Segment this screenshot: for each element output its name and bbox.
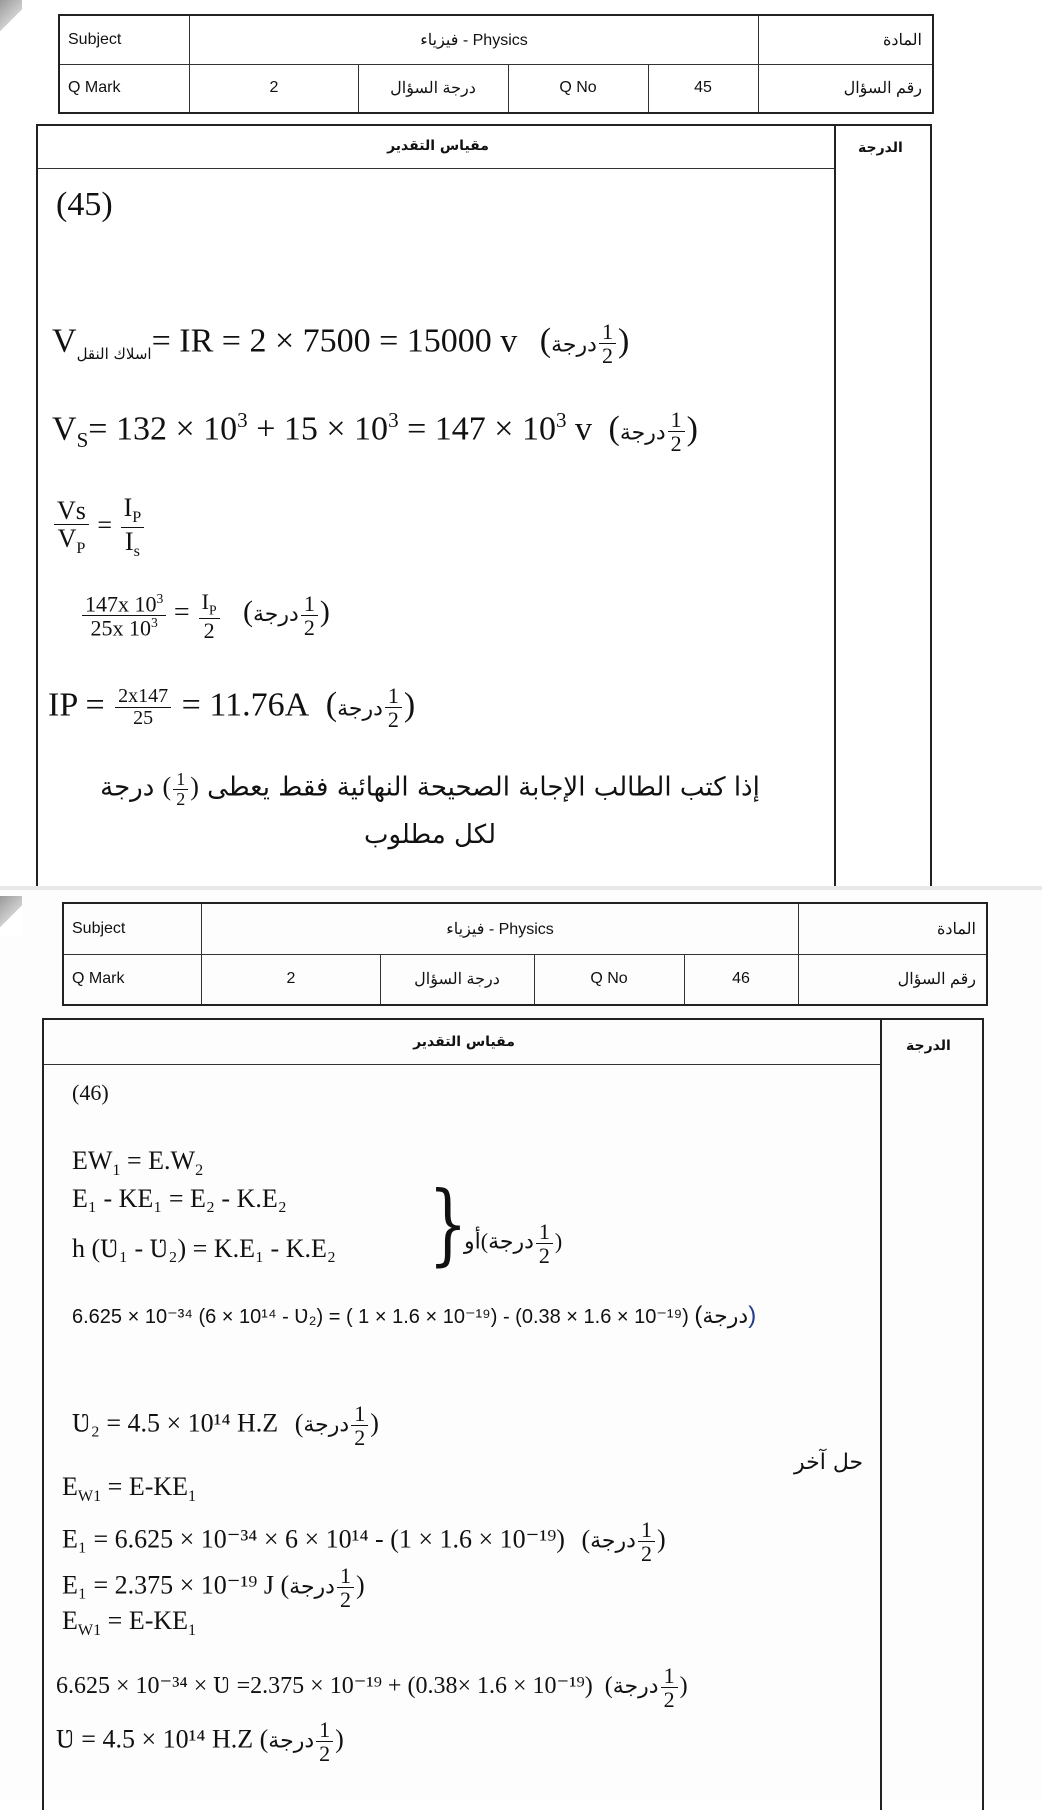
- qmark-label: Q Mark: [60, 64, 190, 112]
- rubric-title: مقياس التقدير: [387, 138, 489, 154]
- eq-l6b-sub: 1: [188, 1488, 197, 1506]
- qmark-value: 2: [202, 954, 381, 1004]
- v-symbol: V: [52, 322, 77, 360]
- eq-energy-calc: E₁ = 6.625 × 10⁻³⁴ × 6 × 10¹⁴ - (1 × 1.6 × 10⁻¹⁹) (درجة $\frac{1}{2}$ ): [62, 1517, 666, 1567]
- note-text-b: درجة: [100, 772, 155, 803]
- eq2-half: [668, 408, 685, 455]
- eq-l9a-sub: W1: [77, 1622, 102, 1640]
- equation-vs: $V_S= 132 \times 10^3 + 15 \times 10^3 = 147 \times 10^3$ v (درجة $\frac{1}{2}$ ): [52, 407, 698, 457]
- note-text-a: إذا كتب الطالب الإجابة الصحيحة النهائية فقط يعطى: [207, 772, 760, 803]
- eq2-part-c: = 147 × 10: [398, 410, 556, 448]
- ip-lhs: IP =: [48, 686, 105, 724]
- qno-value: 45: [648, 64, 759, 112]
- ip-fraction: [115, 686, 171, 729]
- eq4-degree: درجة: [253, 601, 299, 627]
- note-half: [173, 770, 188, 809]
- eq2-half-num: 1: [668, 408, 685, 432]
- eq2-unit: v: [566, 410, 593, 448]
- subject-label: Subject: [60, 16, 190, 64]
- eq-frequency-difference: h (Ʋ₁ - Ʋ₂) = K.E₁ - K.E₂: [72, 1234, 336, 1263]
- ratio-right-num-sub: P: [132, 509, 142, 527]
- subst-left: [82, 592, 166, 640]
- eq-l5-half: [351, 1402, 368, 1449]
- eq-energy-balance: E₁ - KE₁ = E₂ - K.E₂: [72, 1184, 287, 1213]
- eq5-half: [385, 684, 402, 731]
- eq-l5-half-den: 2: [354, 1425, 366, 1451]
- ratio-right-num: I: [123, 493, 133, 522]
- subject-label: Subject: [64, 904, 202, 954]
- brace-half-den: 2: [538, 1243, 550, 1269]
- eq-l7-degree: درجة: [590, 1528, 636, 1554]
- eq2-half-den: 2: [670, 431, 682, 457]
- subject-row: [60, 16, 932, 65]
- header-table: [58, 14, 934, 114]
- eq-l9b: = E-KE: [101, 1606, 189, 1635]
- eq-l10-half: [661, 1664, 678, 1711]
- ratio-left-den: V: [57, 524, 77, 554]
- equation-substitution: $\frac{147x 10^3}{25x 10^3}$ = $\frac{I_P}{2}$ (درجة $\frac{1}{2}$ ): [80, 590, 330, 642]
- qno-value: 46: [684, 954, 799, 1004]
- eq-l7-half: [638, 1518, 655, 1565]
- equation-voltage-lines: $V_{اسلاك النقل}=$ IR = 2 × 7500 = 15000 v (درجة $\frac{1}{2}$ ): [52, 319, 630, 369]
- eq-frequency-final: Ʋ = 4.5 × 10¹⁴ H.Z (درجة $\frac{1}{2}$ ): [56, 1717, 344, 1767]
- eq-l9b-sub: 1: [188, 1622, 197, 1640]
- eq-l7-half-den: 2: [640, 1541, 652, 1567]
- eq5-half-den: 2: [387, 707, 399, 733]
- subst-right: [199, 590, 220, 642]
- rubric-title-divider: [44, 1064, 880, 1065]
- eq-frequency-calc: 6.625 × 10⁻³⁴ × Ʋ =2.375 × 10⁻¹⁹ + (0.38× 1.6 × 10⁻¹⁹) (درجة $\frac{1}{2}$ ): [56, 1663, 688, 1713]
- eq-l7-half-num: 1: [638, 1518, 655, 1542]
- eq4-half-num: 1: [301, 592, 318, 616]
- eq5-degree: درجة: [337, 696, 383, 722]
- ratio-right-den-sub: s: [133, 543, 140, 561]
- ip-den: 25: [133, 707, 154, 730]
- subst-left-num: 147x 10: [85, 591, 157, 617]
- eq-l5-degree: درجة: [303, 1412, 350, 1438]
- eq-l11-half: [316, 1718, 333, 1765]
- eq5-half-num: 1: [385, 684, 402, 708]
- qmark-label-ar: درجة السؤال: [358, 64, 509, 112]
- or-half-degree: أو(درجة $\frac{1}{2}$ ): [464, 1219, 563, 1269]
- eq-l5-half-num: 1: [351, 1402, 368, 1426]
- eq-l11-half-den: 2: [319, 1741, 331, 1767]
- subject-row: [64, 904, 986, 955]
- answer-sheet-q46: [0, 890, 1042, 1800]
- eq-l11-degree: درجة: [268, 1728, 315, 1754]
- grade-title: الدرجة: [906, 1038, 951, 1054]
- eq4-half: [301, 592, 318, 639]
- eq-l9a: E: [62, 1606, 78, 1635]
- eq2-part-a: = 132 × 10: [88, 410, 238, 448]
- eq-l8-text: E₁ = 2.375 × 10⁻¹⁹ J: [62, 1570, 274, 1600]
- note-half-den: 2: [176, 788, 186, 809]
- eq-l6a-sub: W1: [77, 1488, 102, 1506]
- ratio-left-num: Vs: [54, 497, 89, 525]
- eq-l7-text: E₁ = 6.625 × 10⁻³⁴ × 6 × 10¹⁴ - (1 × 1.6 × 10⁻¹⁹): [62, 1524, 565, 1554]
- eq-frequency-result: Ʋ₂ = 4.5 × 10¹⁴ H.Z (درجة $\frac{1}{2}$ ): [72, 1401, 379, 1451]
- qmark-value: 2: [190, 64, 359, 112]
- eq2-part-b: + 15 × 10: [247, 410, 389, 448]
- subst-left-den-exp: 3: [151, 615, 158, 631]
- brace-half: [536, 1220, 553, 1267]
- qmark-label-ar: درجة السؤال: [380, 954, 535, 1004]
- eq1-degree: درجة: [551, 332, 597, 358]
- ip-result: = 11.76A: [181, 686, 308, 724]
- eq-l1b-sub: 2: [195, 1162, 204, 1180]
- grade-column-divider: [834, 126, 836, 906]
- ratio-right: [121, 494, 145, 561]
- ratio-right-den: I: [124, 527, 134, 557]
- qno-label: Q No: [508, 64, 649, 112]
- grade-column-divider: [880, 1020, 882, 1810]
- eq-l1a: EW: [72, 1146, 113, 1175]
- paper-corner: [0, 0, 22, 40]
- ratio-left-den-sub: P: [76, 540, 86, 558]
- eq-energy-value: E₁ = 2.375 × 10⁻¹⁹ J (درجة $\frac{1}{2}$ ): [62, 1563, 365, 1613]
- eq-l1a-sub: 1: [112, 1162, 121, 1180]
- eq1-half-num: 1: [599, 320, 616, 344]
- vs-subscript: S: [76, 428, 89, 453]
- eq-l4-text: 6.625 × 10⁻³⁴ (6 × 10¹⁴ - Ʋ₂) = ( 1 × 1.6 × 10⁻¹⁹) - (0.38 × 1.6 × 10⁻¹⁹): [72, 1306, 689, 1328]
- eq-l10-half-num: 1: [661, 1664, 678, 1688]
- answer-sheet-q45: [0, 0, 1042, 890]
- subst-left-den: 25x 10: [90, 615, 151, 641]
- ratio-left: [54, 497, 89, 558]
- ip-num: 2x147: [115, 686, 171, 708]
- eq-l6b: = E-KE: [101, 1472, 189, 1501]
- qno-label-ar: رقم السؤال: [843, 80, 922, 97]
- eq-l11-half-num: 1: [316, 1718, 333, 1742]
- brace-half-num: 1: [536, 1220, 553, 1244]
- eq4-half-den: 2: [303, 615, 315, 641]
- qno-label: Q No: [534, 954, 685, 1004]
- v-subscript: اسلاك النقل: [76, 345, 152, 364]
- qmark-row: [60, 64, 932, 112]
- qno-label-ar: رقم السؤال: [897, 971, 976, 988]
- brace-symbol: }: [428, 1172, 468, 1275]
- eq-l10-degree: درجة: [612, 1674, 659, 1700]
- grading-note: إذا كتب الطالب الإجابة الصحيحة النهائية فقط يعطى ( $\frac{1}{2}$ ) درجة: [100, 769, 760, 809]
- eq-l8-half: [337, 1564, 354, 1611]
- brace-degree: درجة: [488, 1229, 534, 1255]
- eq2-exp-c: 3: [555, 408, 567, 433]
- eq1-half-den: 2: [601, 343, 613, 369]
- subst-right-num-sub: P: [208, 602, 217, 618]
- subject-label-ar: المادة: [883, 32, 922, 49]
- subst-right-den: 2: [203, 617, 215, 643]
- note-half-num: 1: [173, 770, 188, 790]
- or-word: أو: [464, 1229, 481, 1255]
- eq2-exp-a: 3: [237, 408, 248, 433]
- grading-note-line2: لكل مطلوب: [363, 820, 496, 850]
- alternative-solution-label: حل آخر: [794, 1450, 864, 1475]
- eq1-half: [599, 320, 616, 367]
- subject-value: فيزياء - Physics: [202, 904, 799, 954]
- eq-planck-substitution: 6.625 × 10⁻³⁴ (6 × 10¹⁴ - Ʋ₂) = ( 1 × 1.6 × 10⁻¹⁹) - (0.38 × 1.6 × 10⁻¹⁹) (درجة): [72, 1302, 757, 1329]
- qmark-label: Q Mark: [64, 954, 202, 1004]
- rubric-title: مقياس التقدير: [413, 1034, 515, 1050]
- eq-work-function-equal: [72, 1146, 203, 1180]
- eq-l5-text: Ʋ₂ = 4.5 × 10¹⁴ H.Z: [72, 1408, 279, 1438]
- question-number: (46): [72, 1080, 109, 1105]
- subject-value: فيزياء - Physics: [190, 16, 759, 64]
- vs-symbol: V: [52, 410, 77, 448]
- eq-l8-half-den: 2: [339, 1587, 351, 1613]
- eq-l11-text: Ʋ = 4.5 × 10¹⁴ H.Z: [56, 1724, 254, 1754]
- eq-l6a: E: [62, 1472, 78, 1501]
- rubric-title-divider: [38, 168, 834, 169]
- qmark-row: [64, 954, 986, 1004]
- eq2-degree: درجة: [619, 420, 666, 446]
- equation-transformer-ratio: $\frac{Vs}{V_P}$ = $\frac{I_P}{I_s}$: [52, 494, 146, 561]
- eq-l10-text: 6.625 × 10⁻³⁴ × Ʋ =2.375 × 10⁻¹⁹ + (0.38× 1.6 × 10⁻¹⁹): [56, 1673, 593, 1700]
- equation-ip: IP = $\frac{2x147}{25}$ = 11.76A (درجة $\frac{1}{2}$ ): [48, 683, 416, 733]
- eq-l8-half-num: 1: [337, 1564, 354, 1588]
- eq-work-function-repeat: [62, 1606, 196, 1640]
- eq-l1b: = E.W: [120, 1146, 196, 1175]
- grade-title: الدرجة: [858, 140, 903, 156]
- eq-l4-degree: درجة: [702, 1304, 749, 1329]
- header-table: [62, 902, 988, 1006]
- paper-corner: [0, 896, 22, 936]
- eq-l8-degree: درجة: [289, 1574, 335, 1600]
- eq2-exp-b: 3: [388, 408, 399, 433]
- question-number: (45): [56, 186, 113, 223]
- eq-l10-half-den: 2: [663, 1687, 675, 1713]
- subst-left-num-exp: 3: [156, 590, 164, 606]
- eq-work-function: [62, 1472, 196, 1506]
- eq1-expression: = IR = 2 × 7500 = 15000 v: [151, 322, 518, 360]
- subject-label-ar: المادة: [937, 921, 976, 938]
- subst-right-num: I: [201, 589, 209, 614]
